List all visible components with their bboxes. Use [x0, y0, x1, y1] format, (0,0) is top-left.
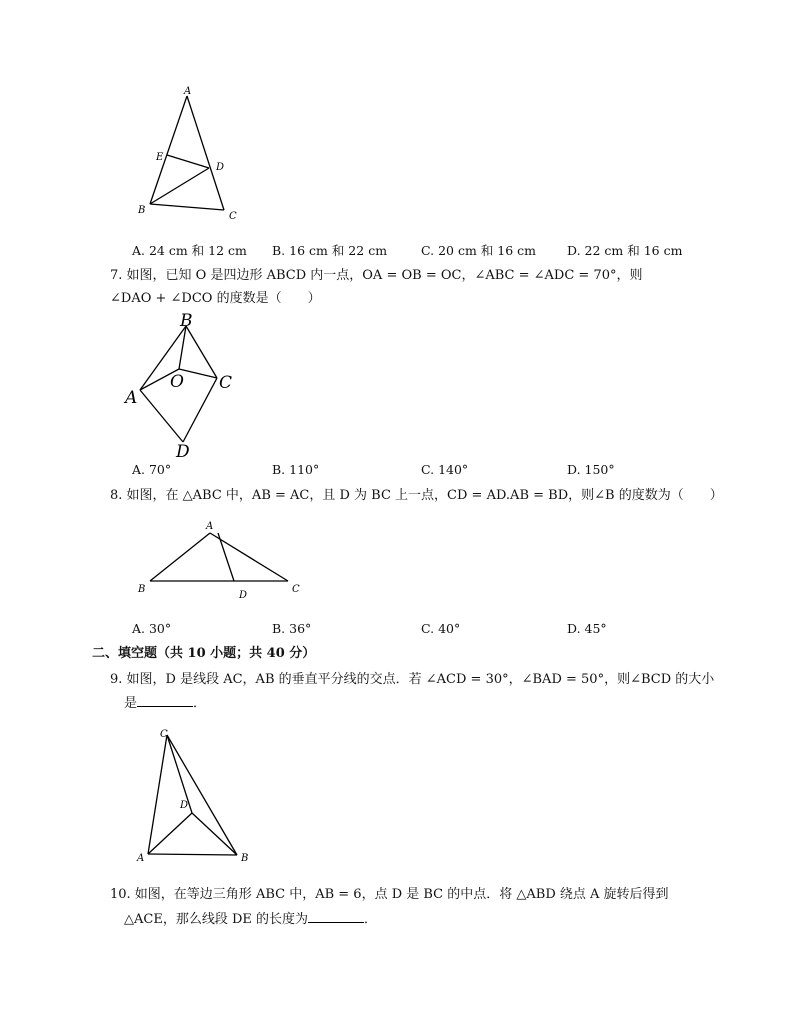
- q6-option-d[interactable]: D. 22 cm 和 16 cm: [567, 243, 683, 258]
- q8-option-c[interactable]: C. 40°: [421, 621, 461, 636]
- q9-stem-line2: [124, 694, 206, 713]
- section-fill-in-title: 二、填空题（共 10 小题；共 40 分）: [92, 646, 316, 661]
- q6-triangle-figure: [130, 82, 250, 227]
- label-d: D: [239, 590, 248, 601]
- label-b: B: [138, 584, 146, 595]
- q8-option-b[interactable]: B. 36°: [272, 621, 312, 636]
- q10-answer-blank[interactable]: [308, 910, 364, 923]
- q10-line2-suffix: ．: [364, 912, 378, 927]
- label-a: A: [206, 521, 214, 532]
- label-c: C: [292, 584, 300, 595]
- q9-triangle-figure: [130, 722, 260, 867]
- label-d: D: [176, 442, 190, 462]
- label-o: O: [170, 372, 184, 392]
- q6-option-b[interactable]: B. 16 cm 和 22 cm: [272, 243, 388, 258]
- label-a: A: [125, 388, 138, 408]
- label-d: D: [180, 800, 189, 811]
- q10-stem-line2: [124, 910, 377, 929]
- q8-triangle-figure: [138, 518, 308, 603]
- q7-stem-line2: ∠DAO + ∠DCO 的度数是（ ）: [110, 291, 321, 306]
- q7-option-c[interactable]: C. 140°: [421, 462, 469, 477]
- q8-option-d[interactable]: D. 45°: [567, 621, 607, 636]
- q7-option-a[interactable]: A. 70°: [132, 462, 172, 477]
- q7-option-d[interactable]: D. 150°: [567, 462, 615, 477]
- q9-line2-suffix: ．: [193, 696, 207, 711]
- label-c: C: [219, 373, 233, 393]
- label-a: A: [137, 853, 145, 864]
- label-c: C: [160, 729, 168, 740]
- label-b: B: [241, 853, 249, 864]
- q10-line2-prefix: △ACE，那么线段 DE 的长度为: [124, 912, 308, 927]
- q8-stem-line1: 8. 如图，在 △ABC 中，AB = AC，且 D 为 BC 上一点，CD = AD.AB = BD，则∠B 的度数为（ ）: [110, 488, 723, 503]
- q6-option-a[interactable]: A. 24 cm 和 12 cm: [132, 243, 247, 258]
- q9-answer-blank[interactable]: [137, 694, 193, 707]
- label-d: D: [216, 162, 225, 173]
- q7-stem-line1: 7. 如图，已知 O 是四边形 ABCD 内一点，OA = OB = OC，∠ABC = ∠ADC = 70°，则: [110, 268, 643, 283]
- q7-option-b[interactable]: B. 110°: [272, 462, 320, 477]
- label-e: E: [156, 152, 164, 163]
- q8-option-a[interactable]: A. 30°: [132, 621, 172, 636]
- label-b: B: [180, 311, 193, 331]
- label-c: C: [229, 211, 237, 222]
- q9-line2-prefix: 是: [124, 696, 138, 711]
- q6-option-c[interactable]: C. 20 cm 和 16 cm: [421, 243, 536, 258]
- q7-quadrilateral-figure: [120, 308, 250, 462]
- label-a: A: [184, 86, 192, 97]
- label-b: B: [138, 205, 146, 216]
- q9-stem-line1: 9. 如图，D 是线段 AC，AB 的垂直平分线的交点．若 ∠ACD = 30°，∠BAD = 50°，则∠BCD 的大小: [110, 672, 715, 687]
- q10-stem-line1: 10. 如图，在等边三角形 ABC 中，AB = 6，点 D 是 BC 的中点．将 △ABD 绕点 A 旋转后得到: [110, 887, 669, 902]
